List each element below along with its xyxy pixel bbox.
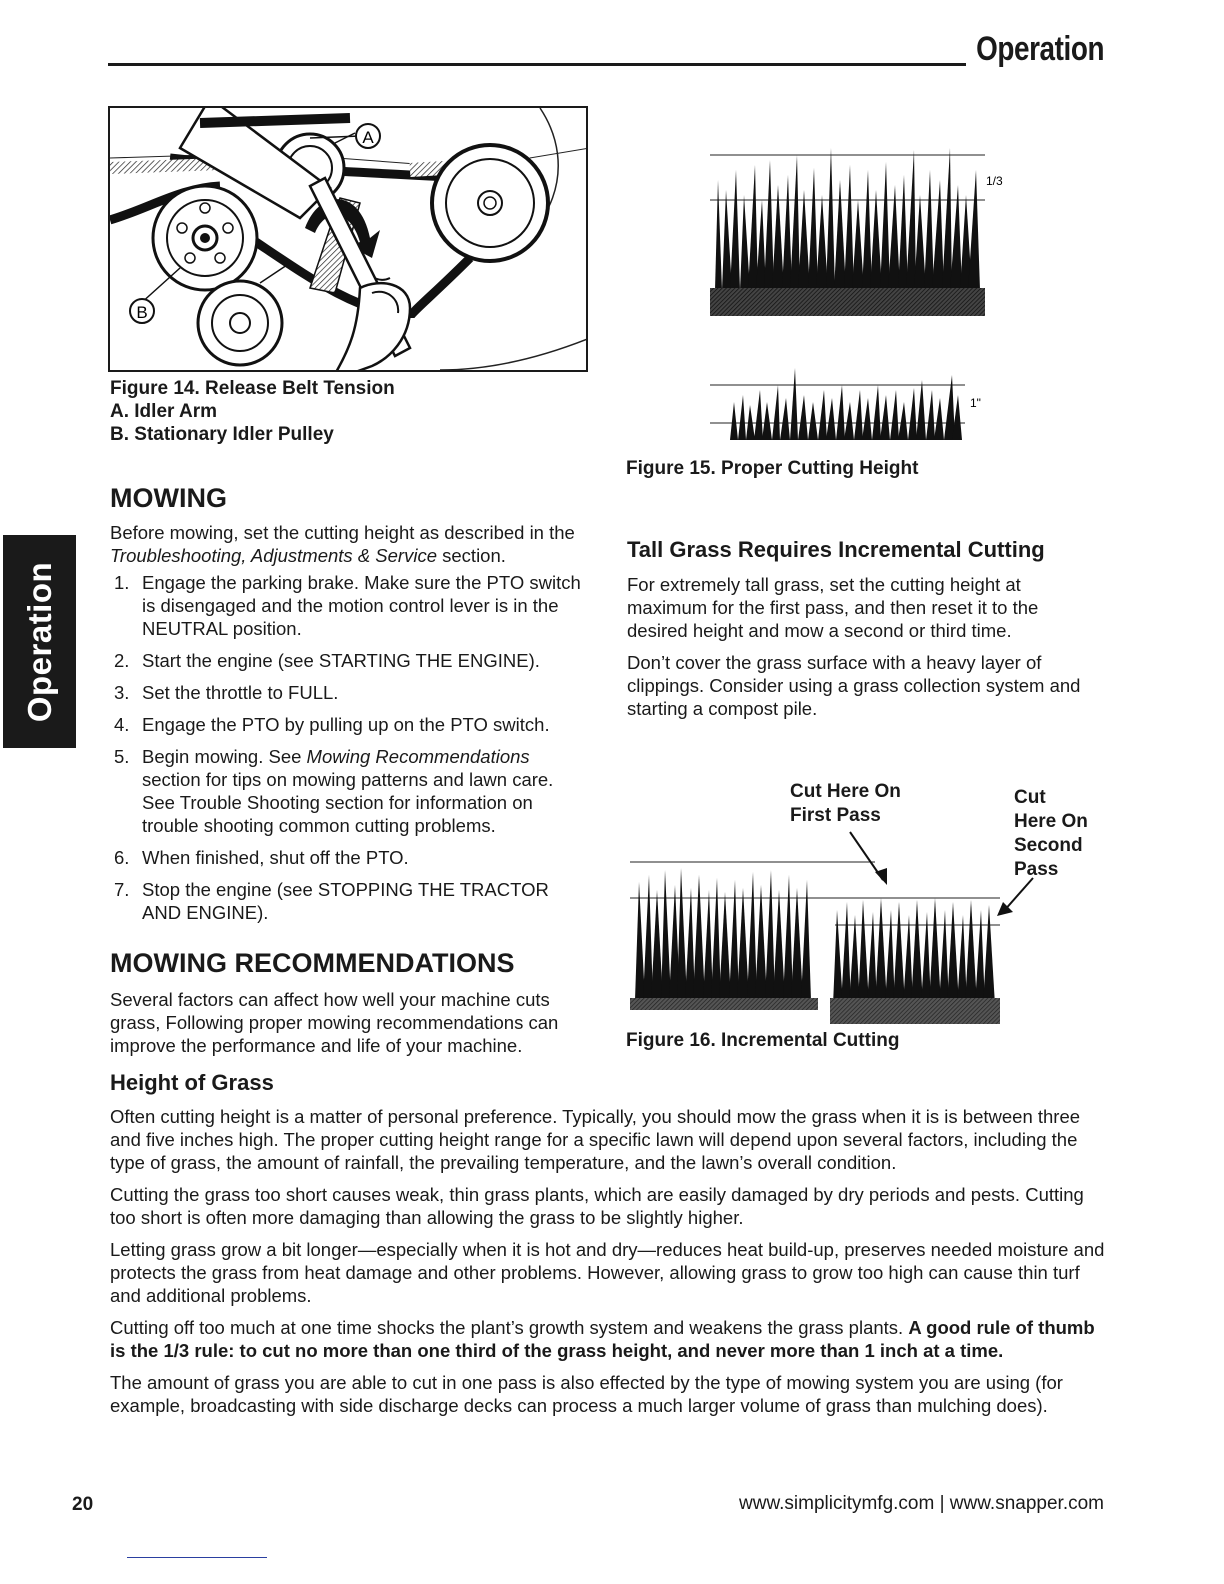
one-third-label: 1/3 [986, 174, 1003, 188]
second-pass-label-line-4: Pass [1014, 859, 1059, 880]
step-5-tail: section for tips on mowing patterns and lawn care. See Trouble Shooting section for information on trouble shooting common cutting problems. [142, 769, 554, 836]
tall-grass [715, 148, 980, 290]
one-inch-label: 1" [970, 396, 981, 410]
one-third-rule: A good rule of thumb is the 1/3 rule: to cut no more than one third of the grass height, and never more than 1 inch at a time. [110, 1317, 1095, 1361]
step-5-italic: Mowing Recommendations [306, 746, 530, 767]
step-text: Stop the engine (see STOPPING THE TRACTOR AND ENGINE). [142, 879, 549, 923]
step-text: Engage the PTO by pulling up on the PTO switch. [142, 714, 550, 735]
step-number: 3. [114, 682, 130, 703]
step-text: Engage the parking brake. Make sure the PTO switch is disengaged and the motion control lever is in the NEUTRAL position. [142, 572, 581, 639]
callout-b-label: B [136, 303, 148, 322]
mowing-heading: MOWING [110, 483, 227, 513]
step-text: Set the throttle to FULL. [142, 682, 339, 703]
step-number: 6. [114, 847, 130, 868]
figure-14-item-a: A. Idler Arm [110, 401, 217, 422]
figure-14-item-b: B. Stationary Idler Pulley [110, 424, 334, 445]
callout-a-label: A [362, 128, 374, 147]
figure-15-illustration [700, 140, 1020, 440]
height-paragraph-3: Letting grass grow a bit longer—especially when it is hot and dry—reduces heat build-up, preserves needed moisture and protects the grass from heat damage and other problems. However, allowing grass to grow too high can cause thin turf and additional problems. [110, 1239, 1105, 1306]
first-pass-label-line-2: First Pass [790, 805, 881, 826]
step-number: 4. [114, 714, 130, 735]
mowing-intro-italic: Troubleshooting, Adjustments & Service [110, 545, 437, 566]
second-pass-label-line-3: Second [1014, 835, 1083, 856]
footer-url: www.simplicitymfg.com | www.snapper.com [739, 1493, 1104, 1514]
step-number: 2. [114, 650, 130, 671]
first-pass-label [790, 780, 901, 828]
step-text: Start the engine (see STARTING THE ENGINE). [142, 650, 540, 671]
tall-grass-heading: Tall Grass Requires Incremental Cutting [627, 537, 1045, 562]
height-paragraph-1: Often cutting height is a matter of personal preference. Typically, you should mow the grass when it is is between three and five inches high. The proper cutting height range for a specific lawn will depend upon several factors, including the type of grass, the amount of rainfall, the prevailing temperature, and the lawn’s overall condition. [110, 1106, 1081, 1173]
step-number: 1. [114, 572, 130, 593]
step-text: When finished, shut off the PTO. [142, 847, 409, 868]
side-section-tab [3, 535, 76, 748]
uncut-grass [635, 868, 811, 1000]
height-text [110, 1105, 1110, 1426]
figure-15-caption: Figure 15. Proper Cutting Height [626, 458, 919, 479]
first-pass-label-line-1: Cut Here On [790, 781, 901, 802]
mowing-intro-tail: section. [437, 545, 506, 566]
figure-16-illustration [625, 830, 1055, 1030]
tall-grass-paragraph-1: For extremely tall grass, set the cutting height at maximum for the first pass, and then reset it to the desired height and mow a second or third time. [627, 574, 1039, 641]
mowing-intro-text: Before mowing, set the cutting height as described in the [110, 522, 575, 543]
short-grass [730, 368, 962, 440]
step-5 [110, 745, 588, 837]
mowing-intro [110, 521, 590, 567]
step-number: 7. [114, 879, 130, 900]
height-paragraph-2: Cutting the grass too short causes weak, thin grass plants, which are easily damaged by dry periods and pests. Cutting too short is often more damaging than allowing the grass to be slightly higher. [110, 1184, 1084, 1228]
header-rule [108, 63, 966, 66]
figure-14-caption [110, 377, 395, 446]
side-tab-label: Operation [20, 561, 58, 722]
step-4 [110, 713, 588, 736]
height-paragraph-4-text: Cutting off too much at one time shocks the plant’s growth system and weakens the grass plants. [110, 1317, 909, 1338]
belt-tension-diagram [110, 108, 588, 372]
recommendations-text: Several factors can affect how well your machine cuts grass, Following proper mowing recommendations can improve the performance and life of your machine. [110, 989, 559, 1056]
incremental-cutting-diagram [625, 830, 1055, 1030]
tall-grass-paragraph-2: Don’t cover the grass surface with a heavy layer of clippings. Consider using a grass collection system and starting a compost pile. [627, 652, 1081, 719]
figure-14-illustration [108, 106, 588, 372]
figure-16-caption: Figure 16. Incremental Cutting [626, 1030, 900, 1051]
height-heading: Height of Grass [110, 1070, 274, 1095]
page-number: 20 [72, 1494, 94, 1515]
step-5-text: Begin mowing. See [142, 746, 307, 767]
mowing-steps [110, 571, 588, 933]
first-pass-grass [833, 898, 995, 1005]
step-number: 5. [114, 746, 130, 767]
step-3 [110, 681, 588, 704]
figure-14-title: Figure 14. Release Belt Tension [110, 378, 395, 399]
height-paragraph-4 [110, 1316, 1110, 1362]
recommendations-heading: MOWING RECOMMENDATIONS [110, 948, 515, 978]
step-2 [110, 649, 588, 672]
bottom-rule [127, 1557, 267, 1558]
step-6 [110, 846, 588, 869]
tall-grass-text [627, 573, 1097, 729]
section-title: Operation [976, 30, 1104, 68]
cutting-height-diagram [700, 140, 1020, 440]
step-1 [110, 571, 588, 640]
second-pass-label-line-2: Here On [1014, 811, 1088, 832]
height-paragraph-5: The amount of grass you are able to cut in one pass is also effected by the type of mowing system you are using (for example, broadcasting with side discharge decks can process a much larger volume of grass than mulching does). [110, 1372, 1063, 1416]
step-7 [110, 878, 588, 924]
second-pass-label-line-1: Cut [1014, 787, 1046, 808]
